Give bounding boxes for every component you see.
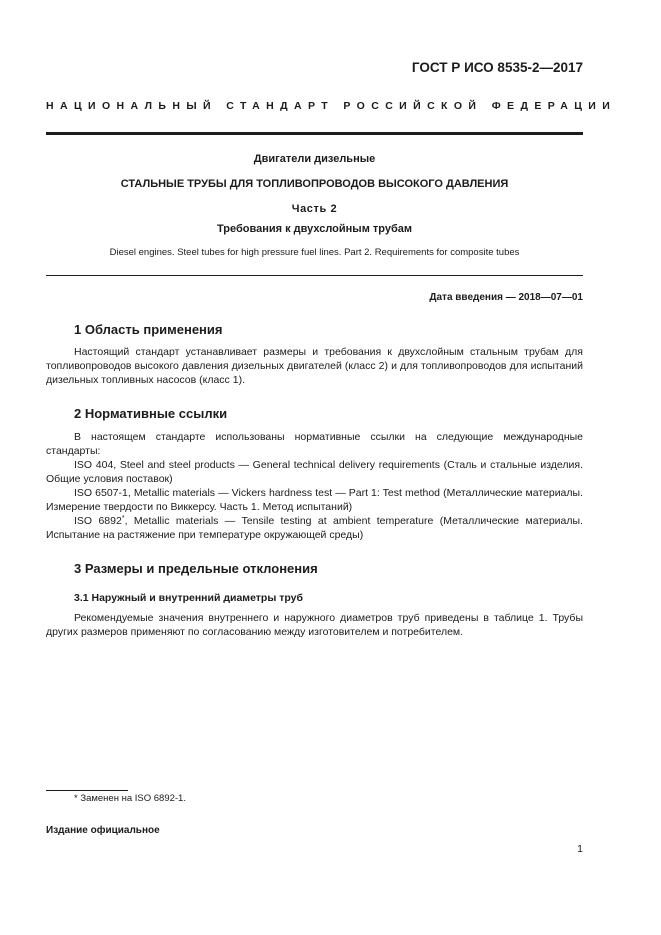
section-2-body: [46, 430, 583, 542]
section-3-heading: 3 Размеры и предельные отклонения: [74, 561, 318, 576]
title-english: Diesel engines. Steel tubes for high pressure fuel lines. Part 2. Requirements for composite tubes: [109, 247, 520, 258]
title-divider: [46, 275, 583, 276]
title-subtitle: Требования к двухслойным трубам: [216, 223, 413, 235]
header-divider: [46, 132, 583, 135]
section-1-body: [46, 345, 583, 387]
title-line-1: Двигатели дизельные: [253, 153, 376, 165]
footnote-divider: [46, 790, 128, 791]
introduction-date: Дата введения — 2018—07—01: [429, 292, 583, 303]
subsection-3-1-paragraph: Рекомендуемые значения внутреннего и наружного диаметров труб приведены в таблице 1. Трубы других размеров применяют по согласованию между изготовителем и потребителем.: [46, 612, 583, 638]
title-line-2: СТАЛЬНЫЕ ТРУБЫ ДЛЯ ТОПЛИВОПРОВОДОВ ВЫСОКОГО ДАВЛЕНИЯ: [120, 178, 509, 190]
section-2-heading: 2 Нормативные ссылки: [74, 406, 228, 421]
section-1-heading: 1 Область применения: [74, 322, 223, 337]
reference-iso-6507-1: ISO 6507-1, Metallic materials — Vickers hardness test — Part 1: Test method (Металлические материалы. Измерение твердости по Виккерсу. Часть 1. Метод испытаний): [46, 487, 583, 513]
reference-text: , Metallic materials — Tensile testing at ambient temperature (Металлические материалы. Испытание на растяжение при температуре окружающей среды): [46, 515, 583, 541]
page-number: 1: [577, 843, 583, 855]
title-part: Часть 2: [291, 203, 338, 215]
document-code: ГОСТ Р ИСО 8535-2—2017: [411, 60, 583, 75]
subsection-3-1-heading: 3.1 Наружный и внутренний диаметры труб: [74, 592, 303, 604]
reference-code: ISO 6892: [74, 515, 122, 527]
section-2-intro: В настоящем стандарте использованы нормативные ссылки на следующие международные стандарты:: [46, 431, 583, 457]
national-standard-banner: НАЦИОНАЛЬНЫЙ СТАНДАРТ РОССИЙСКОЙ ФЕДЕРАЦИИ: [46, 100, 617, 112]
footnote: * Заменен на ISO 6892-1.: [74, 793, 186, 804]
section-3-body: [46, 611, 583, 639]
section-1-paragraph: Настоящий стандарт устанавливает размеры и требования к двухслойным стальным трубам для топливопроводов высокого давления дизельных двигателей (класс 2) и для топливопроводов для испытаний дизельных топливных насосов (класс 1).: [46, 346, 583, 386]
reference-iso-6892: [46, 514, 583, 542]
reference-iso-404: ISO 404, Steel and steel products — General technical delivery requirements (Сталь и стальные изделия. Общие условия поставок): [46, 459, 583, 485]
footnote-marker: *: [121, 515, 125, 522]
official-edition-label: Издание официальное: [46, 825, 160, 836]
